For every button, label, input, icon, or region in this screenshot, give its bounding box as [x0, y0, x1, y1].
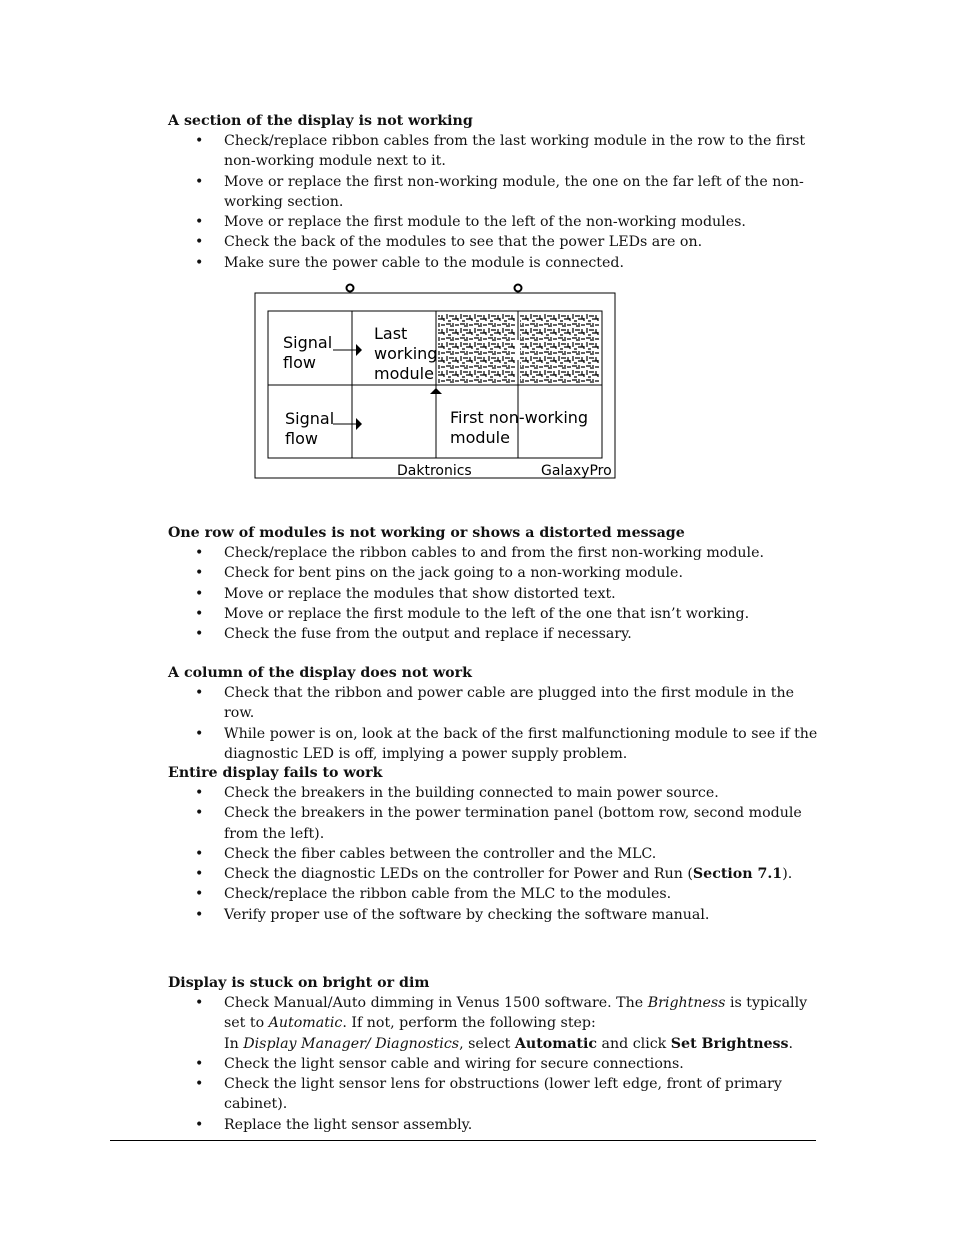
- bullet-icon: •: [195, 1055, 204, 1072]
- list-item: • Verify proper use of the software by checking the software manual.: [195, 905, 820, 925]
- list-item: • Check/replace the ribbon cable from the MLC to the modules.: [195, 884, 820, 904]
- list-item: • Move or replace the modules that show distorted text.: [195, 584, 820, 604]
- bullet-icon: •: [195, 685, 204, 701]
- mount-hole-icon: [347, 285, 354, 292]
- last-working-label: working: [374, 344, 438, 363]
- bullet-icon: •: [195, 1116, 204, 1133]
- section-heading: Entire display fails to work: [168, 765, 383, 781]
- bullet-icon: •: [195, 725, 204, 742]
- list-item: • Check the fuse from the output and replace if necessary.: [195, 624, 820, 644]
- signal-flow-label: flow: [283, 353, 316, 372]
- list-item: • Check for bent pins on the jack going to a non-working module.: [195, 563, 820, 583]
- list-item: • Check the breakers in the building connected to main power source.: [195, 783, 820, 803]
- list-item: • Move or replace the first module to the left of the non-working modules.: [195, 212, 820, 232]
- bullet-icon: •: [195, 906, 204, 923]
- bullet-icon: •: [195, 605, 204, 622]
- product-label: GalaxyPro: [541, 463, 612, 479]
- bullet-icon: •: [195, 886, 204, 903]
- section-heading: A section of the display is not working: [168, 113, 473, 129]
- first-non-working-label: First non-working: [450, 408, 589, 427]
- bullet-icon: •: [195, 805, 204, 822]
- signal-flow-label: flow: [285, 429, 318, 448]
- signal-flow-label: Signal: [285, 409, 335, 428]
- list-item: • Check Manual/Auto dimming in Venus 1500 software. The Brightness is typically set to Automatic. If not, perform the following step: In Display Manager/ Diagnostics, select Automatic and click Set Brightness.: [195, 995, 808, 1052]
- bullet-icon: •: [195, 626, 204, 643]
- bullet-icon: •: [195, 214, 204, 231]
- bullet-icon: •: [195, 995, 204, 1011]
- bullet-icon: •: [195, 845, 204, 862]
- list-item: • Check the fiber cables between the controller and the MLC.: [195, 844, 820, 864]
- bullet-icon: •: [195, 254, 204, 271]
- section-heading: A column of the display does not work: [168, 665, 472, 681]
- distorted-module: [520, 313, 600, 383]
- footer-rule: [110, 1140, 816, 1141]
- bullet-icon: •: [195, 866, 204, 883]
- mount-hole-icon: [515, 285, 522, 292]
- brand-label: Daktronics: [397, 463, 472, 479]
- distorted-module: [438, 313, 516, 383]
- list-item: • Move or replace the first module to the left of the one that isn’t working.: [195, 604, 820, 624]
- module-diagram: [250, 280, 620, 485]
- bullet-list: [195, 783, 820, 925]
- list-item: • Move or replace the first non-working module, the one on the far left of the non-working section.: [195, 173, 804, 210]
- bullet-icon: •: [195, 585, 204, 602]
- signal-flow-label: Signal: [283, 333, 333, 352]
- bullet-list: [195, 683, 820, 764]
- list-item: • Check the back of the modules to see that the power LEDs are on.: [195, 232, 820, 252]
- list-item: • Replace the light sensor assembly.: [195, 1115, 820, 1135]
- bullet-icon: •: [195, 1076, 204, 1093]
- bullet-icon: •: [195, 785, 204, 801]
- list-item: • Check the light sensor cable and wiring for secure connections.: [195, 1054, 820, 1074]
- list-item: • Check/replace the ribbon cables to and from the first non-working module.: [195, 543, 820, 563]
- list-item: • Check the diagnostic LEDs on the controller for Power and Run (Section 7.1).: [195, 864, 820, 884]
- bullet-icon: •: [195, 565, 204, 582]
- bullet-icon: •: [195, 133, 204, 149]
- section-heading: One row of modules is not working or shows a distorted message: [168, 525, 685, 541]
- list-item: • Check the light sensor lens for obstructions (lower left edge, front of primary cabinet).: [195, 1076, 782, 1113]
- bullet-list: [195, 131, 820, 273]
- bullet-icon: •: [195, 234, 204, 251]
- bullet-list: [195, 993, 820, 1135]
- list-item: • Check that the ribbon and power cable are plugged into the first module in the row.: [195, 685, 794, 722]
- first-non-working-label: module: [450, 428, 510, 447]
- list-item: • Check the breakers in the power termination panel (bottom row, second module from the left).: [195, 805, 802, 842]
- bullet-icon: •: [195, 173, 204, 190]
- list-item: • While power is on, look at the back of the first malfunctioning module to see if the diagnostic LED is off, implying a power supply problem.: [195, 725, 818, 762]
- bullet-list: [195, 543, 820, 644]
- list-item: • Check/replace ribbon cables from the last working module in the row to the first non-working module next to it.: [195, 133, 806, 170]
- bullet-icon: •: [195, 545, 204, 561]
- last-working-label: Last: [374, 324, 408, 343]
- list-item: • Make sure the power cable to the module is connected.: [195, 253, 820, 273]
- last-working-label: module: [374, 364, 434, 383]
- section-heading: Display is stuck on bright or dim: [168, 975, 430, 991]
